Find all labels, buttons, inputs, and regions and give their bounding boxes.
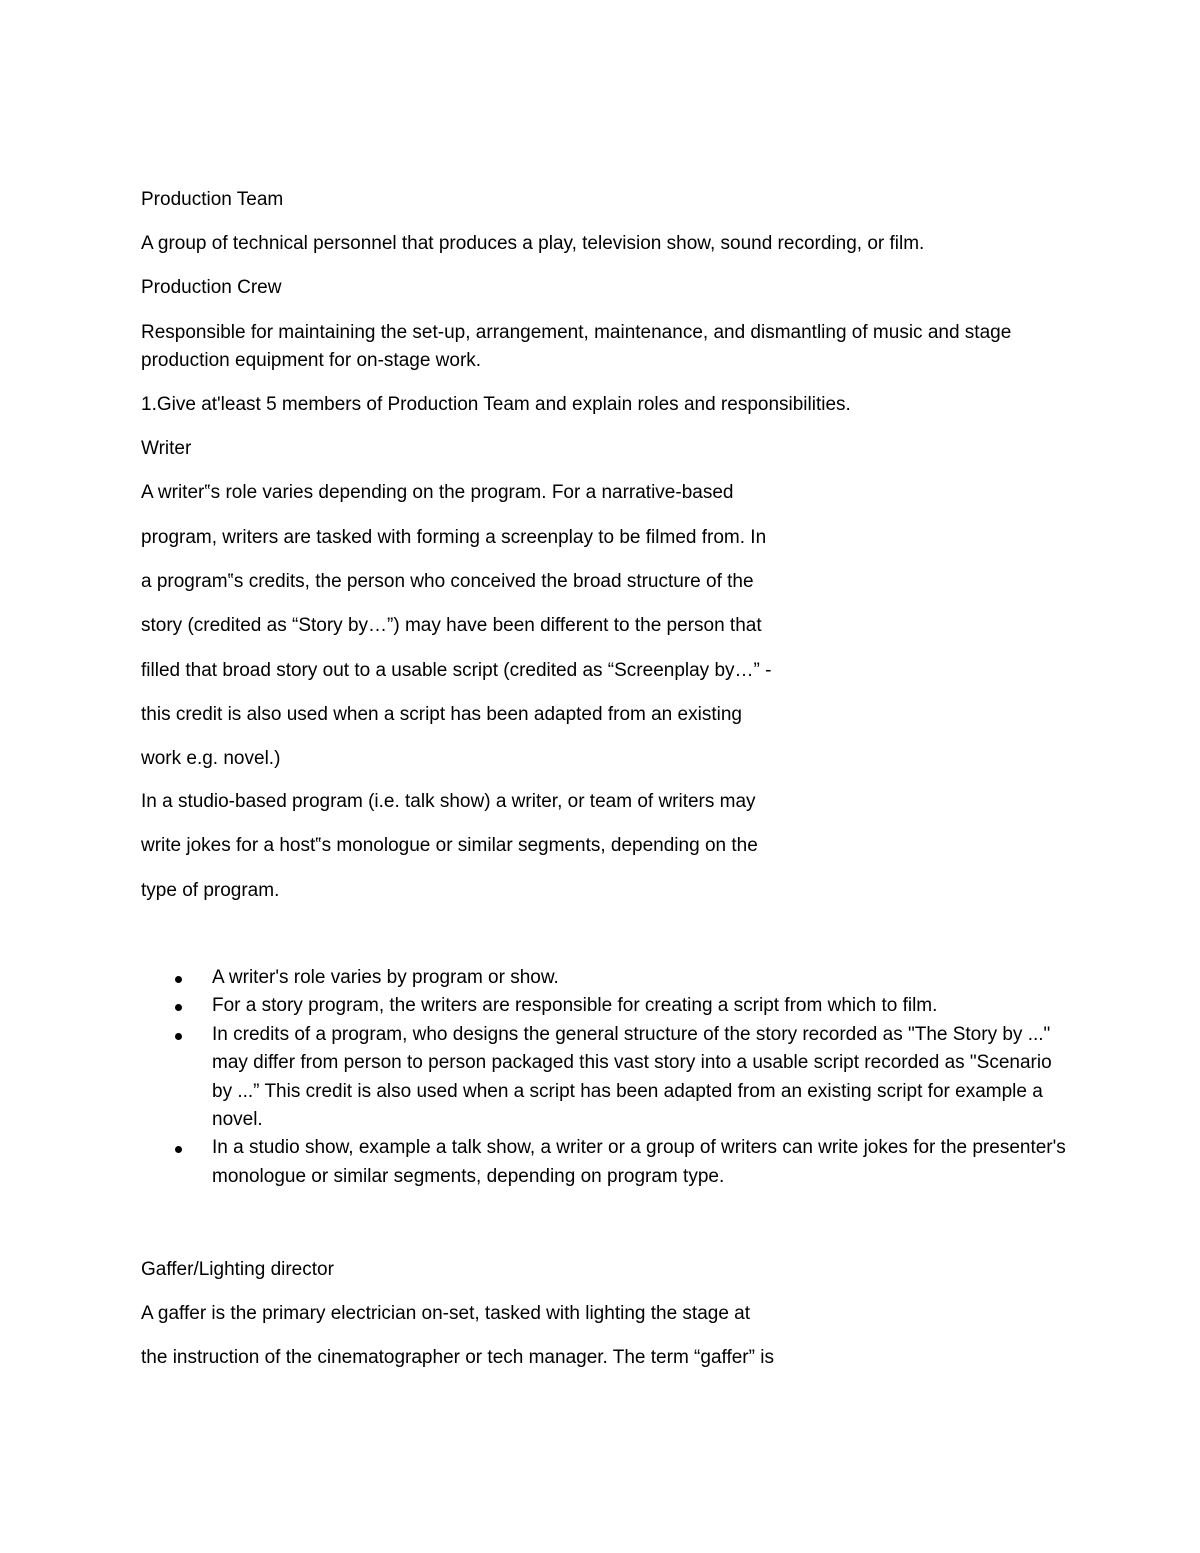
- writer-paragraph-line: In a studio-based program (i.e. talk show) a writer, or team of writers may: [141, 791, 756, 812]
- bullet-text: For a story program, the writers are responsible for creating a script from which to film.: [212, 995, 938, 1017]
- writer-paragraph-line: write jokes for a host‟s monologue or similar segments, depending on the: [141, 835, 758, 856]
- production-crew-definition-line-2: production equipment for on-stage work.: [141, 350, 482, 371]
- list-item: [141, 1021, 1071, 1135]
- bullet-icon: [175, 976, 182, 983]
- writer-paragraph-line: A writer‟s role varies depending on the program. For a narrative-based: [141, 482, 734, 503]
- writer-bullet-list: [141, 964, 1071, 1191]
- bullet-text: In credits of a program, who designs the general structure of the story recorded as "The Story by ..." may differ from person to person packaged this vast story into a usable script recorded as "Scenario by ...” This credit is also used when a script has been adapted from an existing script for example a novel.: [212, 1023, 1052, 1131]
- production-crew-definition-line-1: Responsible for maintaining the set-up, arrangement, maintenance, and dismantling of music and stage: [141, 322, 1012, 343]
- production-crew-heading: Production Crew: [141, 277, 282, 298]
- writer-paragraph-line: type of program.: [141, 880, 280, 901]
- gaffer-paragraph-line: A gaffer is the primary electrician on-set, tasked with lighting the stage at: [141, 1303, 751, 1324]
- gaffer-paragraph-line: the instruction of the cinematographer or tech manager. The term “gaffer” is: [141, 1347, 774, 1368]
- bullet-icon: [175, 1004, 182, 1011]
- bullet-text: A writer's role varies by program or show.: [212, 967, 559, 988]
- writer-paragraph-line: story (credited as “Story by…”) may have been different to the person that: [141, 615, 762, 636]
- writer-paragraph-line: work e.g. novel.): [141, 748, 281, 769]
- writer-paragraph-line: this credit is also used when a script has been adapted from an existing: [141, 704, 742, 725]
- production-team-heading: Production Team: [141, 189, 284, 210]
- list-item: [141, 964, 1071, 992]
- gaffer-heading: Gaffer/Lighting director: [141, 1259, 334, 1280]
- production-team-definition: A group of technical personnel that produces a play, television show, sound recording, or film.: [141, 233, 925, 254]
- bullet-icon: [175, 1146, 182, 1153]
- question-text: 1.Give at'least 5 members of Production Team and explain roles and responsibilities.: [141, 394, 851, 415]
- list-item: [141, 992, 1071, 1020]
- list-item: [141, 1134, 1071, 1191]
- writer-heading: Writer: [141, 438, 192, 459]
- writer-paragraph-line: program, writers are tasked with forming a screenplay to be filmed from. In: [141, 527, 767, 548]
- bullet-icon: [175, 1033, 182, 1040]
- bullet-text: In a studio show, example a talk show, a writer or a group of writers can write jokes for the presenter's monologue or similar segments, depending on program type.: [212, 1137, 1066, 1187]
- writer-paragraph-line: filled that broad story out to a usable script (credited as “Screenplay by…” -: [141, 660, 772, 681]
- writer-paragraph-line: a program‟s credits, the person who conceived the broad structure of the: [141, 571, 754, 592]
